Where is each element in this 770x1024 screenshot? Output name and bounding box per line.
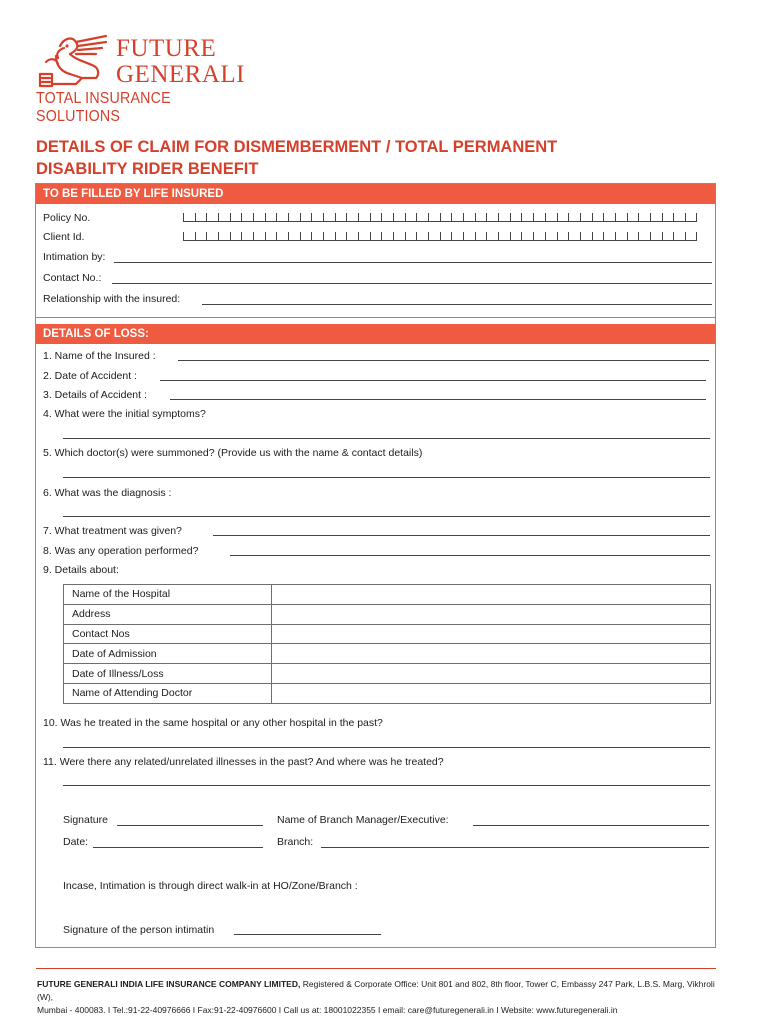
- date-of-admission-cell[interactable]: [272, 644, 711, 664]
- table-row: [64, 683, 711, 703]
- client-id-label: Client Id.: [43, 231, 85, 243]
- brand-name-line2: GENERALI: [116, 61, 245, 88]
- q6-label: 6. What was the diagnosis :: [43, 487, 172, 499]
- q10-label: 10. Was he treated in the same hospital or any other hospital in the past?: [43, 717, 383, 729]
- form-title-line2: DISABILITY RIDER BENEFIT: [36, 160, 259, 178]
- hospital-row-label: Address: [64, 604, 272, 624]
- relationship-label: Relationship with the insured:: [43, 293, 181, 305]
- q10-field[interactable]: [63, 747, 710, 748]
- table-row: [64, 664, 711, 684]
- hospital-row-label: Name of the Hospital: [64, 585, 272, 605]
- table-row: [64, 585, 711, 605]
- q4-field[interactable]: [63, 438, 710, 439]
- hospital-details-table: [63, 584, 711, 704]
- table-row: [64, 624, 711, 644]
- branch-field[interactable]: [321, 847, 709, 848]
- q7-label: 7. What treatment was given?: [43, 525, 182, 537]
- date-of-illness-cell[interactable]: [272, 664, 711, 684]
- branch-manager-field[interactable]: [473, 825, 709, 826]
- contact-no-label: Contact No.:: [43, 272, 102, 284]
- footer-rule: [36, 968, 716, 969]
- walk-in-note: Incase, Intimation is through direct walk-in at HO/Zone/Branch :: [63, 880, 358, 892]
- client-id-boxes[interactable]: [183, 232, 697, 241]
- contact-nos-cell[interactable]: [272, 624, 711, 644]
- q8-label: 8. Was any operation performed?: [43, 545, 199, 557]
- footer-address: Registered & Corporate Office: Unit 801 and 802, 8th floor, Tower C, Embassy 247 Park, L.B.S. Marg, Vikhroli (W),: [37, 979, 715, 1002]
- hospital-row-label: Date of Admission: [64, 644, 272, 664]
- section-divider: [36, 317, 715, 318]
- q1-field[interactable]: [178, 360, 709, 361]
- table-row: [64, 644, 711, 664]
- form-title: [36, 136, 736, 180]
- footer-company: FUTURE GENERALI INDIA LIFE INSURANCE COMPANY LIMITED,: [37, 979, 301, 989]
- q5-field[interactable]: [63, 477, 710, 478]
- footer: [37, 978, 727, 1017]
- brand-name-line1: FUTURE: [116, 35, 217, 62]
- q6-field[interactable]: [63, 516, 710, 517]
- q11-field[interactable]: [63, 785, 710, 786]
- q7-field[interactable]: [213, 535, 710, 536]
- policy-no-label: Policy No.: [43, 212, 91, 224]
- q1-label: 1. Name of the Insured :: [43, 350, 156, 362]
- section-header-details-of-loss: DETAILS OF LOSS:: [36, 324, 715, 344]
- contact-no-field[interactable]: [112, 283, 712, 284]
- table-row: [64, 604, 711, 624]
- hospital-row-label: Name of Attending Doctor: [64, 683, 272, 703]
- relationship-field[interactable]: [202, 304, 712, 305]
- hospital-row-label: Date of Illness/Loss: [64, 664, 272, 684]
- signature-field[interactable]: [117, 825, 263, 826]
- footer-line2: Mumbai - 400083. I Tel.:91-22-40976666 I Fax:91-22-40976600 I Call us at: 18001022355 I email: care@futuregenerali.in I Website: www.futuregenerali.in: [37, 1005, 618, 1015]
- policy-no-boxes[interactable]: [183, 213, 697, 222]
- q4-label: 4. What were the initial symptoms?: [43, 408, 206, 420]
- signature-label: Signature: [63, 814, 108, 826]
- q2-field[interactable]: [160, 380, 706, 381]
- attending-doctor-cell[interactable]: [272, 683, 711, 703]
- q8-field[interactable]: [230, 555, 710, 556]
- claim-form: [35, 183, 716, 948]
- intimator-signature-label: Signature of the person intimatin: [63, 924, 215, 936]
- company-logo: [36, 30, 276, 125]
- q3-field[interactable]: [170, 399, 706, 400]
- intimator-signature-field[interactable]: [234, 934, 381, 935]
- hospital-name-cell[interactable]: [272, 585, 711, 605]
- q2-label: 2. Date of Accident :: [43, 370, 137, 382]
- date-label: Date:: [63, 836, 89, 848]
- branch-manager-label: Name of Branch Manager/Executive:: [277, 814, 449, 826]
- branch-label: Branch:: [277, 836, 314, 848]
- hospital-row-label: Contact Nos: [64, 624, 272, 644]
- footer-line1: [37, 978, 727, 1004]
- intimation-by-label: Intimation by:: [43, 251, 106, 263]
- brand-tagline: TOTAL INSURANCE SOLUTIONS: [36, 90, 171, 125]
- q11-label: 11. Were there any related/unrelated illnesses in the past? And where was he treated?: [43, 756, 444, 768]
- q5-label: 5. Which doctor(s) were summoned? (Provide us with the name & contact details): [43, 447, 423, 459]
- winged-lion-icon: [36, 32, 108, 88]
- form-title-line1: DETAILS OF CLAIM FOR DISMEMBERMENT / TOTAL PERMANENT: [36, 138, 558, 156]
- q3-label: 3. Details of Accident :: [43, 389, 147, 401]
- date-field[interactable]: [93, 847, 263, 848]
- address-cell[interactable]: [272, 604, 711, 624]
- intimation-by-field[interactable]: [114, 262, 712, 263]
- section-header-life-insured: TO BE FILLED BY LIFE INSURED: [36, 184, 715, 204]
- q9-label: 9. Details about:: [43, 564, 119, 576]
